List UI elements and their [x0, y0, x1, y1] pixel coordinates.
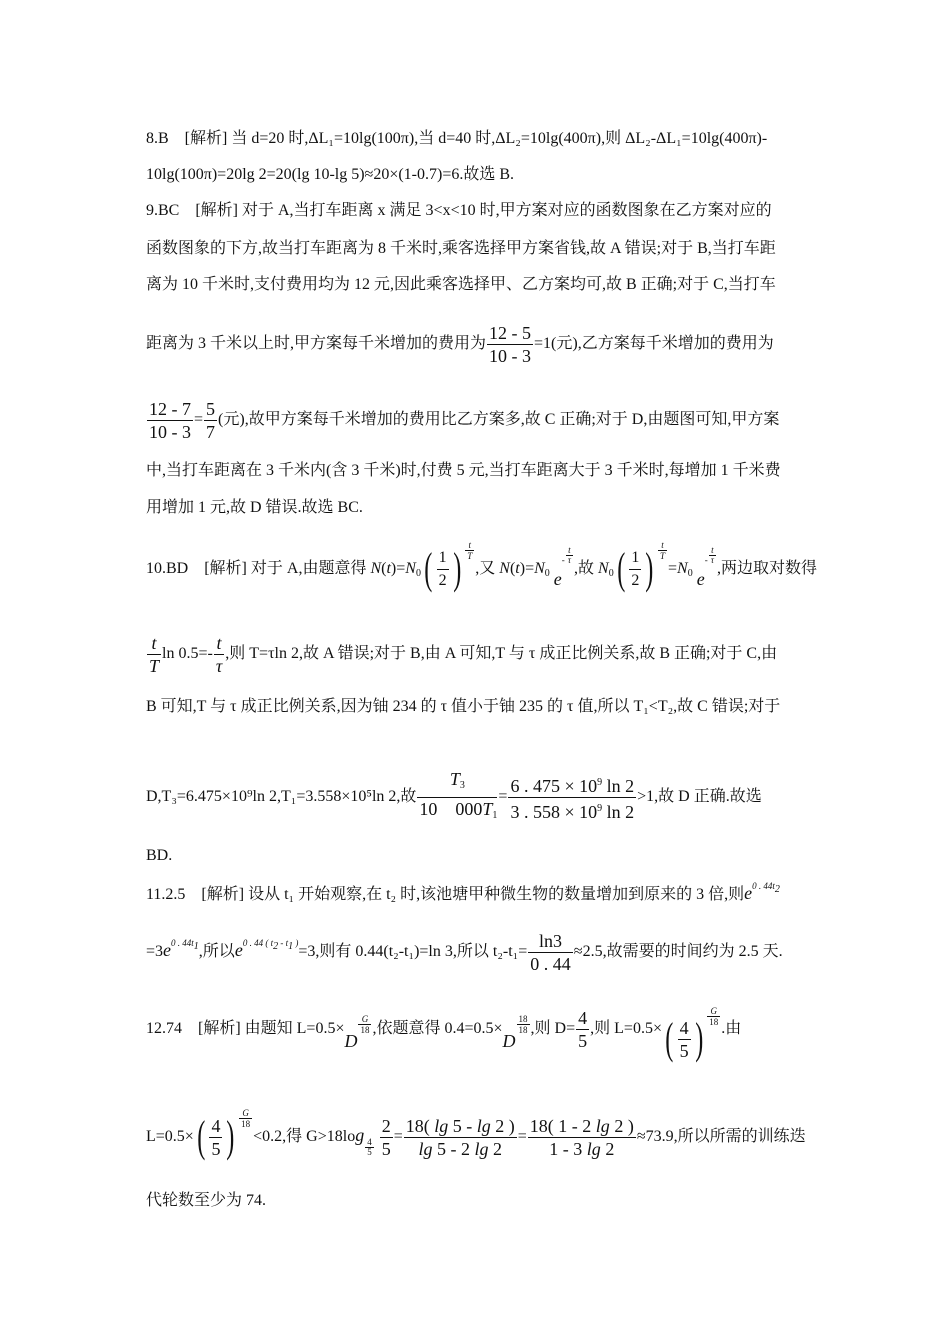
q10-line2-text: ,则 T=τln 2,故 A 错误;对于 B,由 A 可知,T 与 τ 成正比例关系,故 B 正确;对于 C,由: [225, 645, 778, 663]
q11-line2-text-post: ≈2.5,故需要的时间约为 2.5 天.: [573, 943, 783, 961]
q10-text-d: ,两边取对数得: [716, 560, 817, 577]
q10-text-b: ,又: [475, 560, 500, 577]
q12-text-c: ,则 D=: [530, 1020, 576, 1037]
fraction-numerator: 5: [206, 399, 216, 419]
q9-fraction-3: [204, 398, 217, 443]
q11-text-a: =3: [146, 943, 164, 961]
q9-line3: 离为 10 千米时,支付费用均为 12 元,因此乘客选择甲、乙方案均可,故 B 正确;对于 C,当打车: [146, 276, 776, 293]
q12-line2-text-post: ≈73.9,所以所需的训练迭: [636, 1128, 806, 1145]
q9-fraction-1: [487, 322, 533, 367]
q10-line1: 10.BD [解析] 对于 A,由题意得 $N(t)=N_0$( $\frac{1}{2}$ ) $\frac{t}{T}$ ,又 $N(t)=N_0$ $e^{- \frac{t}{\tau}}$ ,故 $N_0$( $\frac{1}{2}$ ) $\frac{t}{T}$ $=N_0$ $e^{- \frac{t}{\tau}}$ ,两边取对数得: [146, 540, 817, 594]
fraction-numerator: ln3: [528, 930, 573, 953]
q12-text-e: .由: [721, 1020, 742, 1037]
fraction-denominator: 7: [206, 422, 216, 442]
q11-text-c: =3,则有 0.44(t₂-t₁)=ln 3,所以 t₂-t₁=: [298, 943, 528, 961]
q12-text-d: ,则 L=0.5×: [590, 1020, 662, 1037]
q9-line1: 9.BC [解析] 对于 A,当打车距离 x 满足 3<x<10 时,甲方案对应的函数图象在乙方案对应的: [146, 202, 772, 219]
q10-text-a: 10.BD [解析] 对于 A,由题意得: [146, 560, 371, 577]
q12-line3: 代轮数至少为 74.: [146, 1192, 267, 1209]
q11-text-b: ,所以: [198, 943, 235, 961]
q12-text-b: ,依题意得 0.4=0.5×: [372, 1020, 503, 1037]
q12-line2: L=0.5×( $\frac{4}{5}$ ) $\frac{G}{18}$ <0.2,得 G>18log $\frac{4}{5}$ $\frac{2}{5}$ = $\frac{18( \lg 5 - \lg 2 )}{\lg 5 - 2 \lg 2}$ = $\frac{18( 1 - 2 \lg 2 )}{1 - 3 \lg 2}$ ≈73.9,所以所需的训练迭: [146, 1108, 806, 1162]
q10-ratio-fraction: $\frac{T_3}{10 000T_1}$: [419, 769, 498, 821]
fraction-denominator: 10 - 3: [489, 346, 532, 366]
q9-line4-text: 距离为 3 千米以上时,甲方案每千米增加的费用为: [146, 335, 487, 353]
fraction-numerator: 12 - 7: [149, 399, 191, 419]
q12-line1: 12.74 [解析] 由题知 L=0.5×D $\frac{G}{18}$ ,依题意得 0.4=0.5×D $\frac{18}{18}$ ,则 D= $\frac{4}{5}$ ,则 L=0.5×( $\frac{4}{5}$ ) $\frac{G}{18}$ .由: [146, 1006, 742, 1064]
q9-line4-text-post: =1(元),乙方案每千米增加的费用为: [534, 335, 774, 353]
q10-line4-text-post: >1,故 D 正确.故选: [637, 788, 762, 806]
q10-value-fraction: $\frac{6 . 475 \times 10^9 \ln 2}{3 . 558 \times 10^9 \ln 2}$: [508, 772, 636, 823]
q11-line1-text: 11.2.5 [解析] 设从 t₁ 开始观察,在 t₂ 时,该池塘甲种微生物的数量增加到原来的 3 倍,则: [146, 886, 745, 903]
q10-line2: $\frac{t}{T}$ ln 0.5=- $\frac{t}{\tau}$ ,则 T=τln 2,故 A 错误;对于 B,由 A 可知,T 与 τ 成正比例关系,故 B 正确;对于 C,由: [149, 633, 778, 676]
q9-line5: $\frac{12 - 7}{10 - 3}$ = $\frac{5}{7}$ (元),故甲方案每千米增加的费用比乙方案多,故 C 正确;对于 D,由题图可知,甲方案: [149, 399, 780, 442]
q8-line1: 8.B [解析] 当 d=20 时,ΔL₁=10lg(100π),当 d=40 时,ΔL₂=10lg(400π),则 ΔL₂-ΔL₁=10lg(400π)-: [146, 130, 768, 147]
q11-line1: 11.2.5 [解析] 设从 t₁ 开始观察,在 t₂ 时,该池塘甲种微生物的数量增加到原来的 3 倍,则$e^{0 . 44t_2}$: [146, 881, 780, 903]
q9-line2: 函数图象的下方,故当打车距离为 8 千米时,乘客选择甲方案省钱,故 A 错误;对于 B,当打车距: [146, 240, 776, 257]
q10-text-c: ,故: [574, 560, 599, 577]
q12-text-a2: L=0.5×: [146, 1128, 194, 1145]
fraction-numerator: 12 - 5: [489, 323, 532, 343]
q10-line4-text: D,T₃=6.475×10⁹ln 2,T₁=3.558×10⁵ln 2,故: [146, 788, 417, 806]
q12-text-a: 12.74 [解析] 由题知 L=0.5×: [146, 1020, 345, 1037]
q9-line4: [146, 322, 774, 367]
fraction-denominator: 0 . 44: [530, 954, 571, 974]
fraction-denominator: 10 - 3: [149, 422, 191, 442]
q12-text-b2: <0.2,得 G>18lo: [253, 1128, 356, 1145]
q11-fraction: [528, 930, 573, 975]
half-fraction: $\frac{1}{2}$: [438, 548, 447, 589]
q9-line6: 中,当打车距离在 3 千米内(含 3 千米)时,付费 5 元,当打车距离大于 3 千米时,每增加 1 千米费: [146, 462, 781, 479]
q11-line2: $=3e^{0 . 44t_1}$,所以$e^{0 . 44 ( t_2 - t_1 )}=3$,则有 0.44(t₂-t₁)=ln 3,所以 t₂-t₁= $\frac{\ln 3}{0 . 44}$ ≈2.5,故需要的时间约为 2.5 天.: [146, 931, 783, 974]
q8-line2: 10lg(100π)=20lg 2=20(lg 10-lg 5)≈20×(1-0.7)=6.故选 B.: [146, 166, 515, 183]
q9-fraction-2: [147, 398, 193, 443]
q9-line7: 用增加 1 元,故 D 错误.故选 BC.: [146, 499, 363, 516]
q10-line3: B 可知,T 与 τ 成正比例关系,因为铀 234 的 τ 值小于铀 235 的 τ 值,所以 T₁<T₂,故 C 错误;对于: [146, 698, 781, 715]
q9-line5-text: (元),故甲方案每千米增加的费用比乙方案多,故 C 正确;对于 D,由题图可知,甲方案: [218, 411, 780, 429]
q10-line5: BD.: [146, 847, 173, 864]
q10-line4: D,T₃=6.475×10⁹ln 2,T₁=3.558×10⁵ln 2,故 $\frac{T_3}{10 000T_1}$ = $\frac{6 . 475 \times 10^9 \ln 2}{3 . 558 \times 10^9 \ln 2}$ >1,故 D 正确.故选: [146, 768, 762, 827]
